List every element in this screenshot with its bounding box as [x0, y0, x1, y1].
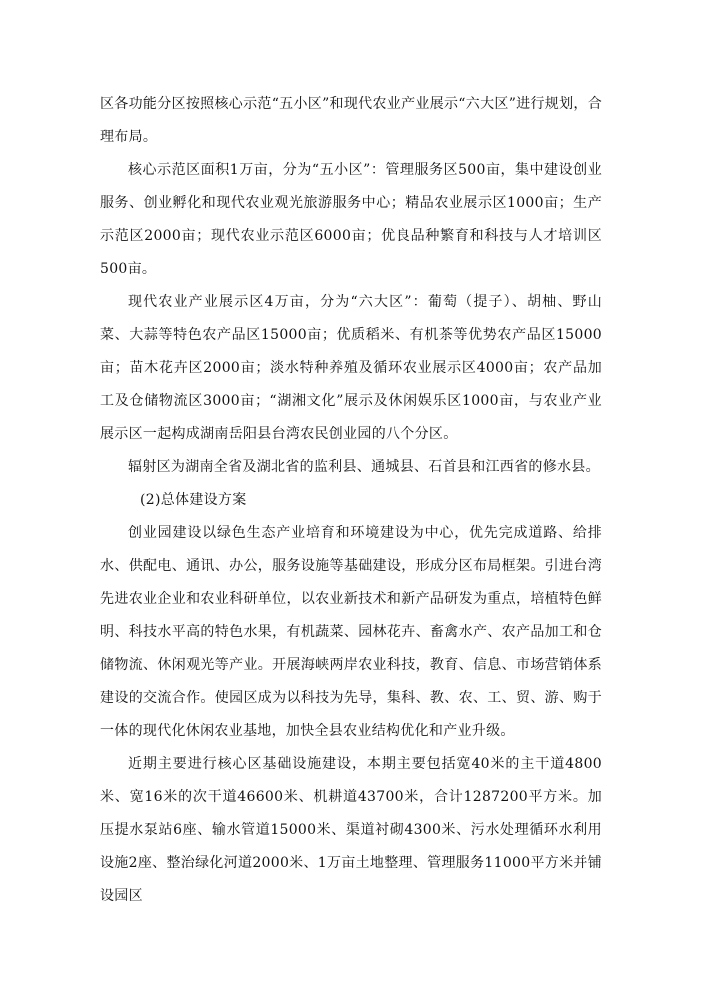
- paragraph-industry-display-zone: 现代农业产业展示区4万亩，分为“六大区”：葡萄（提子）、胡柚、野山菜、大蒜等特色农产品区15000亩；优质稻米、有机茶等优势农产品区15000亩；苗木花卉区2000亩；淡水特种养殖及循环农业展示区4000亩；农产品加工及仓储物流区3000亩；“湖湘文化”展示及休闲娱乐区1000亩，与农业产业展示区一起构成湖南岳阳县台湾农民创业园的八个分区。: [100, 294, 602, 442]
- document-body: [100, 88, 602, 913]
- paragraph-zoning-intro: 区各功能分区按照核心示范“五小区”和现代农业产业展示“六大区”进行规划，合理布局。: [100, 96, 602, 145]
- paragraph-overall-plan: 创业园建设以绿色生态产业培育和环境建设为中心，优先完成道路、给排水、供配电、通讯、办公，服务设施等基础建设，形成分区布局框架。引进台湾先进农业企业和农业科研单位，以农业新技术和新产品研发为重点，培植特色鲜明、科技水平高的特色水果，有机蔬菜、园林花卉、畜禽水产、农产品加工和仓储物流、休闲观光等产业。开展海峡两岸农业科技，教育、信息、市场营销体系建设的交流合作。使园区成为以科技为先导，集科、教、农、工、贸、游、购于一体的现代化休闲农业基地，加快全县农业结构优化和产业升级。: [100, 525, 602, 739]
- section-heading-overall-plan: (2)总体建设方案: [140, 492, 247, 508]
- paragraph-near-term-construction: 近期主要进行核心区基础设施建设，本期主要包括宽40米的主干道4800米、宽16米的次干道46600米、机耕道43700米，合计1287200平方米。加压提水泵站6座、输水管道15000米、渠道衬砌4300米、污水处理循环水利用设施2座、整治绿化河道2000米、1万亩土地整理、管理服务11000平方米并铺设园区: [100, 756, 602, 904]
- paragraph-core-demo-zone: 核心示范区面积1万亩，分为“五小区”：管理服务区500亩，集中建设创业服务、创业孵化和现代农业观光旅游服务中心；精品农业展示区1000亩；生产示范区2000亩；现代农业示范区6000亩；优良品种繁育和科技与人才培训区500亩。: [100, 162, 602, 277]
- paragraph-radiation-zone: 辐射区为湖南全省及湖北省的监利县、通城县、石首县和江西省的修水县。: [128, 459, 600, 475]
